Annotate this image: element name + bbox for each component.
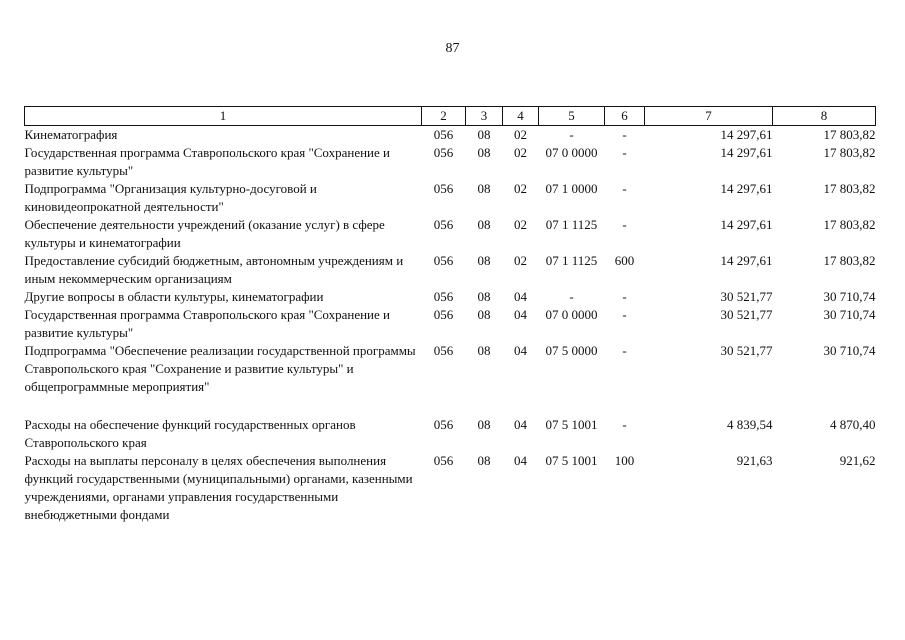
- section-code: 08: [477, 417, 491, 432]
- ministry-code: 056: [433, 217, 454, 232]
- target-article-code: 07 1 1125: [545, 253, 598, 268]
- expense-type-code: -: [622, 181, 627, 196]
- table-row: [25, 342, 876, 416]
- target-article-code: 07 5 1001: [545, 417, 598, 432]
- amount-col8: 30 710,74: [823, 307, 876, 322]
- row-name: Другие вопросы в области культуры, кинематографии: [24, 289, 324, 304]
- ministry-code: 056: [433, 127, 454, 142]
- amount-col8: 17 803,82: [823, 145, 876, 160]
- amount-col8: 17 803,82: [823, 181, 876, 196]
- amount-col7: 14 297,61: [720, 181, 773, 196]
- row-name: Государственная программа Ставропольского края "Сохранение и развитие культуры": [24, 145, 390, 178]
- ministry-code: 056: [433, 289, 454, 304]
- table-row: [25, 144, 876, 180]
- amount-col8: 17 803,82: [823, 253, 876, 268]
- subsection-code: 04: [514, 453, 527, 468]
- section-code: 08: [477, 307, 491, 322]
- expense-type-code: -: [622, 307, 627, 322]
- table-row: [25, 216, 876, 252]
- section-code: 08: [477, 453, 491, 468]
- row-name: Подпрограмма "Организация культурно-досуговой и киновидеопрокатной деятельности": [24, 181, 317, 214]
- table-row: [25, 416, 876, 452]
- row-name: Расходы на выплаты персоналу в целях обеспечения выполнения функций государственными (муниципальными) органами, казенными учреждениями, органами управления государственными внебюджетными фондами: [24, 453, 413, 522]
- section-code: 08: [477, 289, 491, 304]
- table-row: [25, 306, 876, 342]
- ministry-code: 056: [433, 343, 454, 358]
- section-code: 08: [477, 253, 491, 268]
- amount-col8: 30 710,74: [823, 343, 876, 358]
- expense-type-code: -: [622, 145, 627, 160]
- subsection-code: 02: [514, 145, 527, 160]
- subsection-code: 04: [514, 289, 527, 304]
- table-row: [25, 252, 876, 288]
- column-header-1: 1: [25, 107, 422, 126]
- expense-type-code: -: [622, 127, 627, 142]
- subsection-code: 02: [514, 253, 527, 268]
- column-header-5: 5: [539, 107, 605, 126]
- table-row: [25, 180, 876, 216]
- section-code: 08: [477, 127, 491, 142]
- section-code: 08: [477, 145, 491, 160]
- amount-col7: 14 297,61: [720, 217, 773, 232]
- amount-col8: 30 710,74: [823, 289, 876, 304]
- row-name: Кинематография: [24, 127, 118, 142]
- section-code: 08: [477, 217, 491, 232]
- target-article-code: 07 1 1125: [545, 217, 598, 232]
- column-header-4: 4: [503, 107, 539, 126]
- column-header-8: 8: [773, 107, 876, 126]
- amount-col7: 30 521,77: [720, 289, 773, 304]
- row-name: Государственная программа Ставропольского края "Сохранение и развитие культуры": [24, 307, 390, 340]
- target-article-code: 07 0 0000: [545, 307, 598, 322]
- subsection-code: 02: [514, 127, 527, 142]
- subsection-code: 02: [514, 217, 527, 232]
- subsection-code: 04: [514, 343, 527, 358]
- ministry-code: 056: [433, 181, 454, 196]
- column-header-7: 7: [645, 107, 773, 126]
- column-header-6: 6: [605, 107, 645, 126]
- amount-col7: 14 297,61: [720, 253, 773, 268]
- subsection-code: 04: [514, 307, 527, 322]
- row-name: Расходы на обеспечение функций государственных органов Ставропольского края: [24, 417, 356, 450]
- page-number: 87: [445, 41, 460, 56]
- ministry-code: 056: [433, 453, 454, 468]
- row-name: Подпрограмма "Обеспечение реализации государственной программы Ставропольского края "Сохранение и развитие культуры" и общепрограммные мероприятия": [24, 343, 416, 394]
- ministry-code: 056: [433, 145, 454, 160]
- column-header-3: 3: [466, 107, 503, 126]
- amount-col8: 921,62: [839, 453, 876, 468]
- column-header-2: 2: [422, 107, 466, 126]
- amount-col7: 30 521,77: [720, 307, 773, 322]
- row-name: Обеспечение деятельности учреждений (оказание услуг) в сфере культуры и кинематографии: [24, 217, 385, 250]
- table-row: [25, 288, 876, 306]
- amount-col8: 17 803,82: [823, 127, 876, 142]
- amount-col7: 30 521,77: [720, 343, 773, 358]
- table-row: [25, 452, 876, 524]
- subsection-code: 02: [514, 181, 527, 196]
- section-code: 08: [477, 343, 491, 358]
- amount-col7: 14 297,61: [720, 145, 773, 160]
- ministry-code: 056: [433, 417, 454, 432]
- amount-col7: 14 297,61: [720, 127, 773, 142]
- ministry-code: 056: [433, 307, 454, 322]
- expense-type-code: -: [622, 289, 627, 304]
- header-row: [25, 107, 876, 126]
- target-article-code: 07 5 1001: [545, 453, 598, 468]
- amount-col8: 4 870,40: [830, 417, 876, 432]
- expense-type-code: 600: [614, 253, 635, 268]
- target-article-code: 07 1 0000: [545, 181, 598, 196]
- target-article-code: -: [569, 289, 574, 304]
- target-article-code: -: [569, 127, 574, 142]
- expense-type-code: 100: [614, 453, 635, 468]
- table-row: [25, 126, 876, 145]
- section-code: 08: [477, 181, 491, 196]
- subsection-code: 04: [514, 417, 527, 432]
- amount-col8: 17 803,82: [823, 217, 876, 232]
- budget-table: [24, 106, 876, 524]
- expense-type-code: -: [622, 343, 627, 358]
- row-name: Предоставление субсидий бюджетным, автономным учреждениям и иным некоммерческим организациям: [24, 253, 404, 286]
- expense-type-code: -: [622, 417, 627, 432]
- amount-col7: 4 839,54: [727, 417, 773, 432]
- target-article-code: 07 5 0000: [545, 343, 598, 358]
- target-article-code: 07 0 0000: [545, 145, 598, 160]
- amount-col7: 921,63: [736, 453, 773, 468]
- ministry-code: 056: [433, 253, 454, 268]
- expense-type-code: -: [622, 217, 627, 232]
